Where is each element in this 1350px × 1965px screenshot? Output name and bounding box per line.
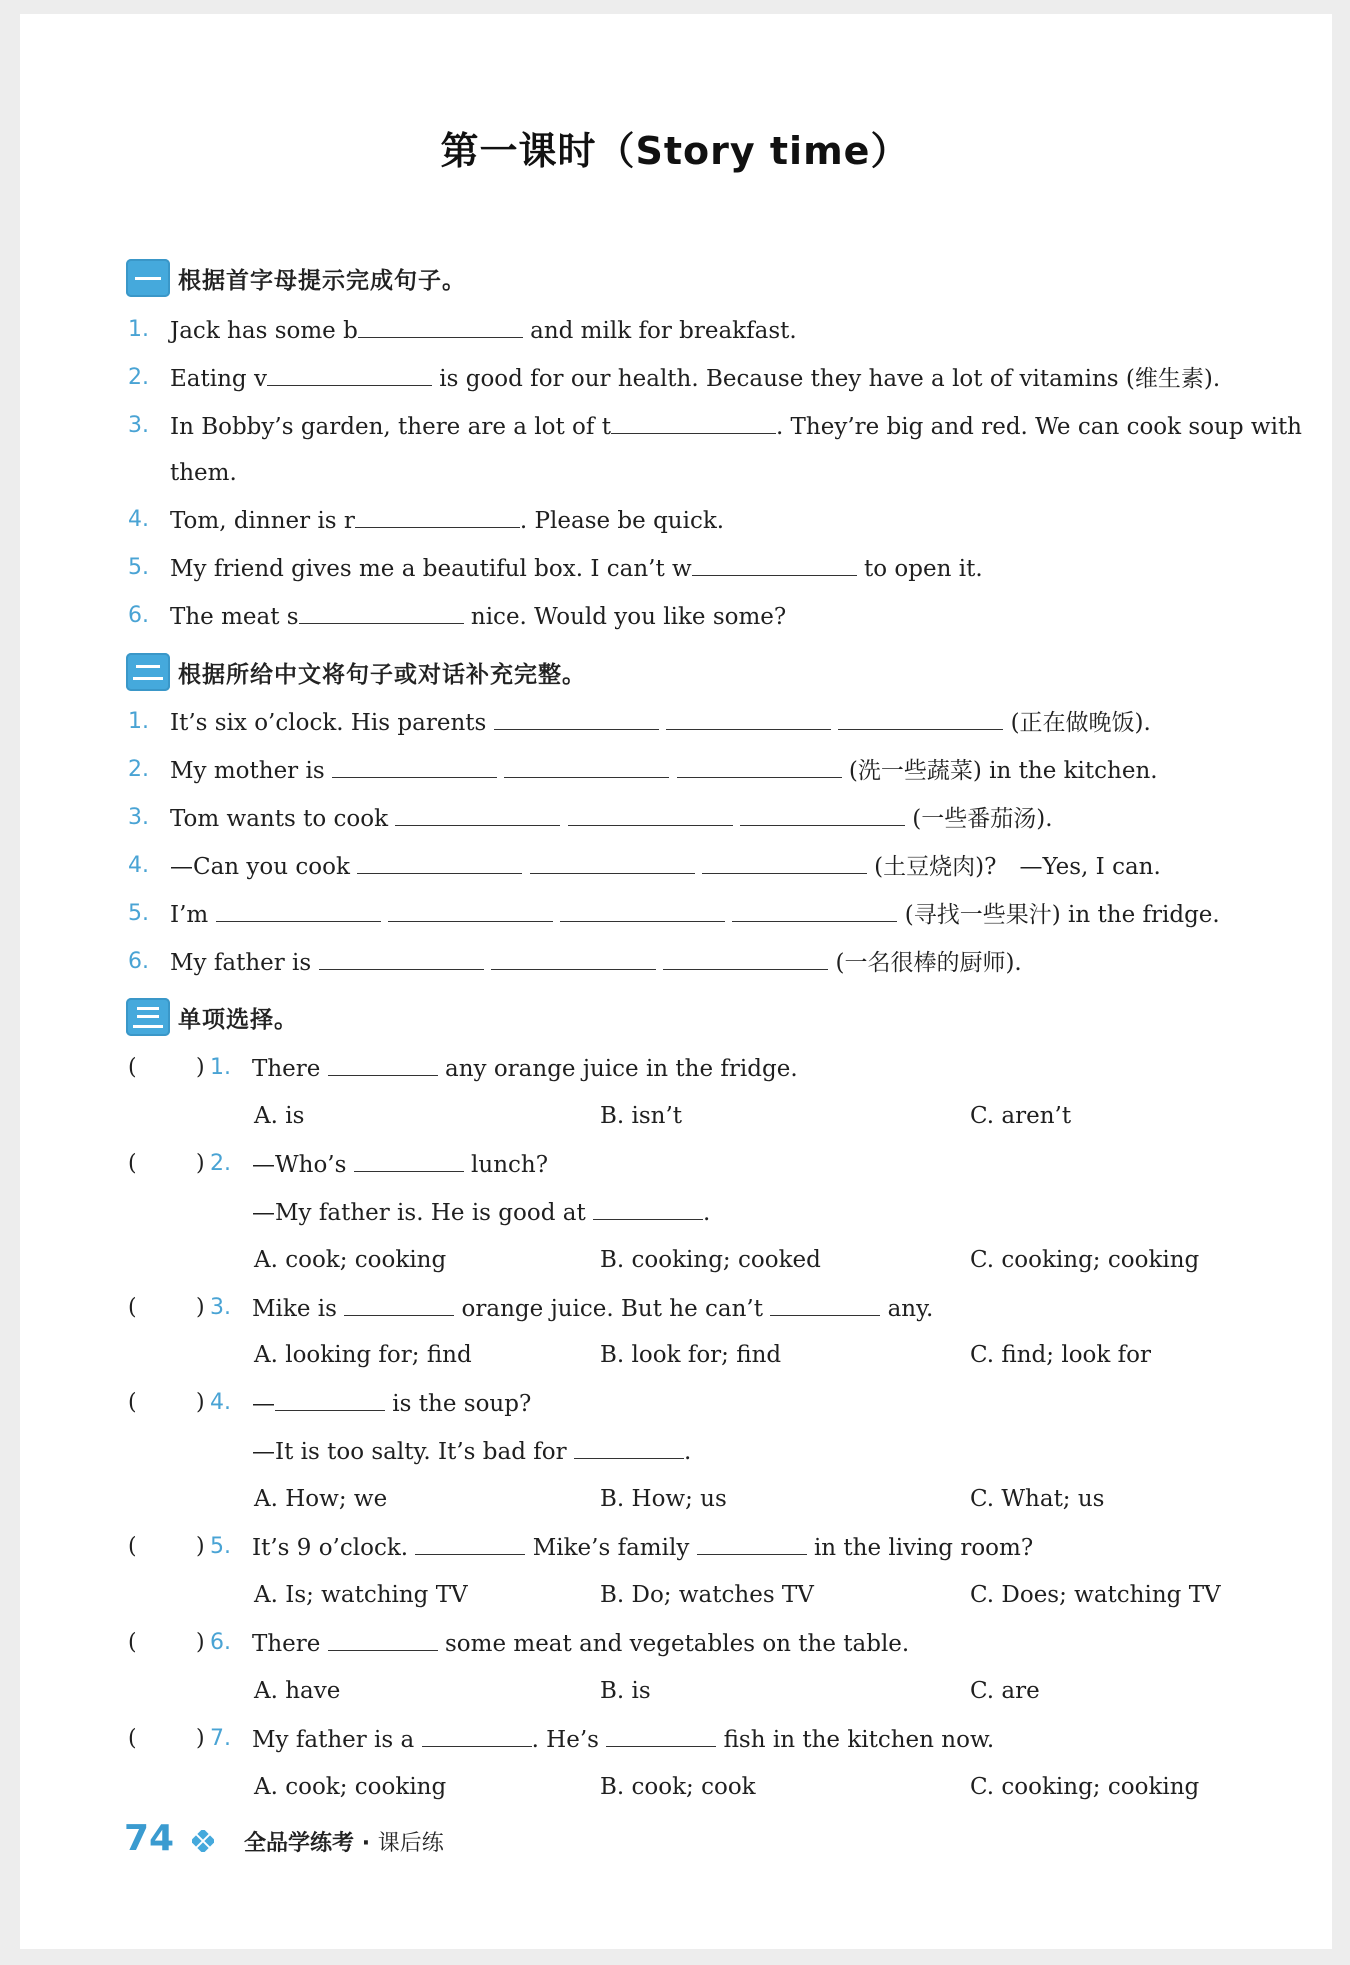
item-text: My father is (一名很棒的厨师).: [170, 947, 1022, 978]
answer-blank[interactable]: [354, 1149, 464, 1172]
option-a[interactable]: A. have: [254, 1678, 341, 1704]
answer-blank[interactable]: [611, 411, 776, 434]
answer-blank[interactable]: [328, 1628, 438, 1651]
answer-blank[interactable]: [606, 1724, 716, 1747]
option-b[interactable]: B. cook; cook: [600, 1774, 756, 1800]
answer-blank[interactable]: [319, 947, 484, 970]
option-b[interactable]: B. Do; watches TV: [600, 1582, 814, 1608]
option-a[interactable]: A. How; we: [254, 1486, 388, 1512]
question-text: — is the soup?: [252, 1388, 531, 1419]
answer-paren-open: (: [128, 1055, 137, 1080]
option-c[interactable]: C. aren’t: [970, 1103, 1072, 1129]
answer-paren-open: (: [128, 1295, 137, 1320]
option-c[interactable]: C. cooking; cooking: [970, 1774, 1200, 1800]
answer-blank[interactable]: [530, 851, 695, 874]
answer-blank[interactable]: [494, 707, 659, 730]
answer-paren-close: ): [196, 1390, 205, 1415]
answer-blank[interactable]: [491, 947, 656, 970]
answer-blank[interactable]: [666, 707, 831, 730]
answer-blank[interactable]: [574, 1436, 684, 1459]
item-number: 3.: [128, 413, 149, 438]
question-number: 3.: [210, 1295, 231, 1320]
answer-blank[interactable]: [358, 315, 523, 338]
item-number: 5.: [128, 901, 149, 926]
page-title: 第一课时（Story time）: [440, 129, 910, 173]
item-number: 2.: [128, 757, 149, 782]
question-number: 6.: [210, 1630, 231, 1655]
option-b[interactable]: B. is: [600, 1678, 651, 1704]
section-1-title: 根据首字母提示完成句子。: [178, 267, 466, 294]
answer-blank[interactable]: [422, 1724, 532, 1747]
answer-paren-open: (: [128, 1151, 137, 1176]
question-text: My father is a . He’s fish in the kitchen now.: [252, 1724, 994, 1755]
item-text: Eating v is good for our health. Because they have a lot of vitamins (维生素).: [170, 363, 1220, 394]
answer-paren-open: (: [128, 1726, 137, 1751]
option-a[interactable]: A. looking for; find: [254, 1342, 472, 1368]
option-a[interactable]: A. Is; watching TV: [254, 1582, 468, 1608]
item-text: It’s six o’clock. His parents (正在做晚饭).: [170, 707, 1151, 738]
option-a[interactable]: A. cook; cooking: [254, 1247, 447, 1273]
option-a[interactable]: A. cook; cooking: [254, 1774, 447, 1800]
section-1-badge-icon: [126, 259, 170, 297]
answer-blank[interactable]: [702, 851, 867, 874]
section-3-header: [126, 997, 298, 1037]
answer-paren-open: (: [128, 1534, 137, 1559]
question-number: 7.: [210, 1726, 231, 1751]
item-number: 5.: [128, 555, 149, 580]
item-text: My friend gives me a beautiful box. I can’t w to open it.: [170, 553, 983, 584]
option-c[interactable]: C. What; us: [970, 1486, 1105, 1512]
question-number: 1.: [210, 1055, 231, 1080]
answer-blank[interactable]: [560, 899, 725, 922]
answer-blank[interactable]: [299, 601, 464, 624]
answer-paren-open: (: [128, 1390, 137, 1415]
option-c[interactable]: C. find; look for: [970, 1342, 1151, 1368]
answer-blank[interactable]: [415, 1532, 525, 1555]
answer-blank[interactable]: [332, 755, 497, 778]
answer-paren-close: ): [196, 1151, 205, 1176]
option-b[interactable]: B. How; us: [600, 1486, 727, 1512]
question-text: There any orange juice in the fridge.: [252, 1053, 798, 1084]
item-text: The meat s nice. Would you like some?: [170, 601, 786, 632]
answer-blank[interactable]: [732, 899, 897, 922]
section-3-badge-icon: [126, 998, 170, 1036]
answer-blank[interactable]: [692, 553, 857, 576]
answer-blank[interactable]: [275, 1388, 385, 1411]
item-number: 4.: [128, 853, 149, 878]
footer-brand: [244, 1826, 444, 1857]
item-text: —Can you cook (土豆烧肉)? —Yes, I can.: [170, 851, 1161, 882]
item-text-continued: them.: [170, 460, 237, 486]
answer-paren-close: ): [196, 1055, 205, 1080]
item-number: 2.: [128, 365, 149, 390]
option-b[interactable]: B. isn’t: [600, 1103, 683, 1129]
answer-blank[interactable]: [344, 1293, 454, 1316]
answer-blank[interactable]: [395, 803, 560, 826]
answer-blank[interactable]: [357, 851, 522, 874]
item-number: 1.: [128, 709, 149, 734]
item-number: 3.: [128, 805, 149, 830]
footer-subtitle: 课后练: [377, 1831, 444, 1856]
answer-paren-close: ): [196, 1295, 205, 1320]
section-2-header: [126, 652, 586, 692]
answer-blank[interactable]: [663, 947, 828, 970]
question-text: There some meat and vegetables on the table.: [252, 1628, 909, 1659]
answer-blank[interactable]: [838, 707, 1003, 730]
answer-paren-close: ): [196, 1534, 205, 1559]
item-text: Tom, dinner is r . Please be quick.: [170, 505, 724, 536]
option-b[interactable]: B. cooking; cooked: [600, 1247, 821, 1273]
question-number: 2.: [210, 1151, 231, 1176]
question-text: —It is too salty. It’s bad for .: [252, 1436, 691, 1467]
answer-blank[interactable]: [568, 803, 733, 826]
diamond-logo-icon: [192, 1830, 214, 1852]
brand-name: 全品学练考: [244, 1831, 355, 1856]
answer-paren-close: ): [196, 1630, 205, 1655]
section-3-title: 单项选择。: [178, 1006, 298, 1033]
question-number: 5.: [210, 1534, 231, 1559]
item-number: 6.: [128, 603, 149, 628]
question-text: It’s 9 o’clock. Mike’s family in the living room?: [252, 1532, 1033, 1563]
option-c[interactable]: C. are: [970, 1678, 1040, 1704]
answer-blank[interactable]: [355, 505, 520, 528]
answer-blank[interactable]: [770, 1293, 880, 1316]
page-number: 74: [124, 1818, 175, 1859]
answer-blank[interactable]: [677, 755, 842, 778]
section-2-title: 根据所给中文将句子或对话补充完整。: [178, 661, 586, 688]
item-text: In Bobby’s garden, there are a lot of t . They’re big and red. We can cook soup with: [170, 411, 1302, 442]
section-2-badge-icon: [126, 653, 170, 691]
option-c[interactable]: C. cooking; cooking: [970, 1247, 1200, 1273]
question-text: —My father is. He is good at .: [252, 1197, 710, 1228]
answer-blank[interactable]: [740, 803, 905, 826]
answer-blank[interactable]: [216, 899, 381, 922]
answer-blank[interactable]: [388, 899, 553, 922]
section-1-header: [126, 258, 466, 298]
option-c[interactable]: C. Does; watching TV: [970, 1582, 1221, 1608]
answer-blank[interactable]: [697, 1532, 807, 1555]
answer-paren-open: (: [128, 1630, 137, 1655]
option-a[interactable]: A. is: [254, 1103, 305, 1129]
item-text: Tom wants to cook (一些番茄汤).: [170, 803, 1053, 834]
item-text: I’m (寻找一些果汁) in the fridge.: [170, 899, 1220, 930]
item-number: 4.: [128, 507, 149, 532]
answer-blank[interactable]: [504, 755, 669, 778]
answer-blank[interactable]: [267, 363, 432, 386]
answer-blank[interactable]: [328, 1053, 438, 1076]
question-text: Mike is orange juice. But he can’t any.: [252, 1293, 933, 1324]
item-number: 1.: [128, 317, 149, 342]
item-text: My mother is (洗一些蔬菜) in the kitchen.: [170, 755, 1158, 786]
answer-blank[interactable]: [593, 1197, 703, 1220]
answer-paren-close: ): [196, 1726, 205, 1751]
item-number: 6.: [128, 949, 149, 974]
option-b[interactable]: B. look for; find: [600, 1342, 782, 1368]
item-text: Jack has some b and milk for breakfast.: [170, 315, 797, 346]
question-number: 4.: [210, 1390, 231, 1415]
question-text: —Who’s lunch?: [252, 1149, 548, 1180]
footer-separator: ·: [361, 1831, 371, 1856]
